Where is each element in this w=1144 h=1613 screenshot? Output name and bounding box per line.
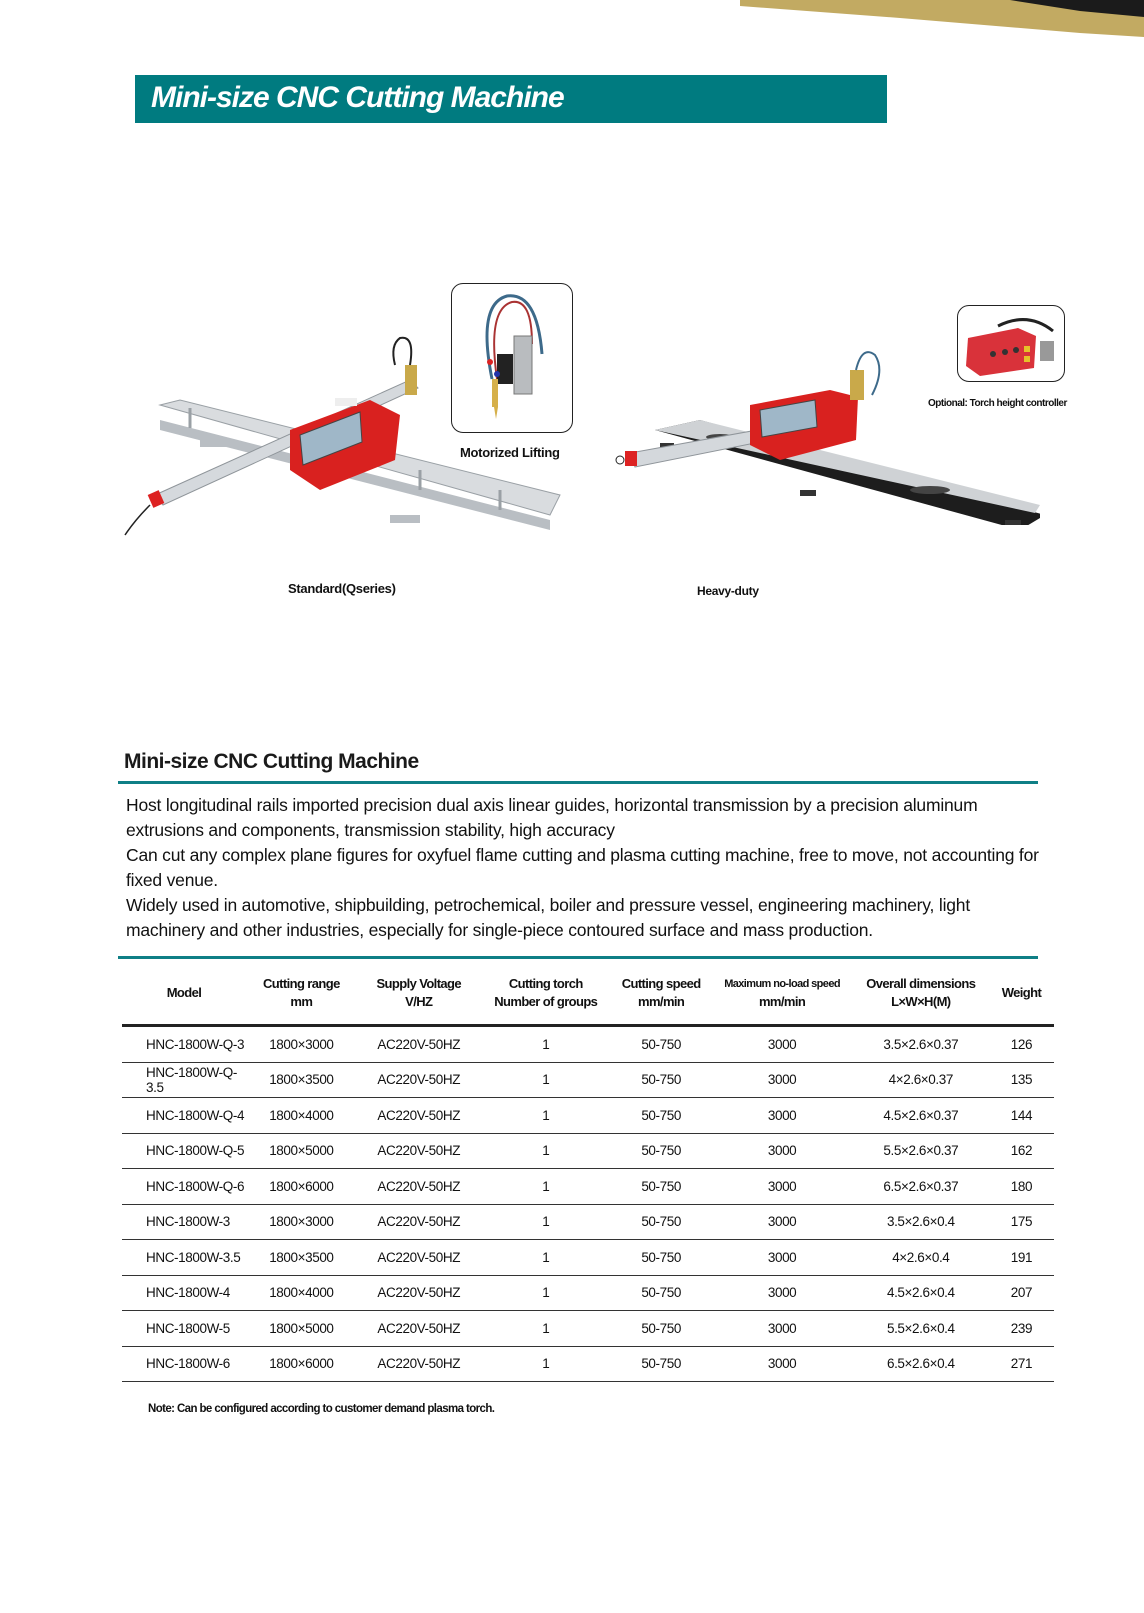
heavy-duty-caption: Heavy-duty: [697, 584, 759, 598]
section-divider: [118, 781, 1038, 784]
description-paragraph: Host longitudinal rails imported precision dual axis linear guides, horizontal transmission by a precision aluminum extrusions and components, transmission stability, high accuracy: [126, 795, 978, 840]
table-cell: 1800×6000: [246, 1346, 357, 1382]
header-weight: Weight: [1001, 985, 1042, 1000]
table-header-row: [122, 970, 1054, 1026]
table-cell: 3.5×2.6×0.4: [853, 1204, 989, 1240]
table-cell: HNC-1800W-3: [122, 1204, 246, 1240]
table-cell: AC220V-50HZ: [357, 1275, 481, 1311]
table-cell: 1: [481, 1240, 611, 1276]
table-cell: 3000: [711, 1240, 852, 1276]
table-top-divider: [118, 956, 1038, 959]
table-cell: 4×2.6×0.4: [853, 1240, 989, 1276]
header-cutting-range: Cutting range mm: [263, 976, 340, 1009]
table-row: [122, 1062, 1054, 1098]
table-cell: 3.5×2.6×0.37: [853, 1026, 989, 1063]
title-banner: [135, 75, 887, 123]
table-cell: 1800×3000: [246, 1026, 357, 1063]
specifications-table: [122, 970, 1054, 1382]
table-cell: 1: [481, 1098, 611, 1134]
motorized-lifting-inset: [451, 283, 573, 433]
table-row: [122, 1169, 1054, 1205]
table-cell: 50-750: [611, 1169, 712, 1205]
header-swoosh-decoration: [0, 0, 1144, 40]
table-cell: 4.5×2.6×0.4: [853, 1275, 989, 1311]
table-cell: 126: [989, 1026, 1054, 1063]
table-cell: 5.5×2.6×0.4: [853, 1311, 989, 1347]
table-cell: 4×2.6×0.37: [853, 1062, 989, 1098]
table-cell: 1: [481, 1133, 611, 1169]
table-cell: 1800×3500: [246, 1062, 357, 1098]
table-row: [122, 1098, 1054, 1134]
table-row: [122, 1133, 1054, 1169]
table-cell: AC220V-50HZ: [357, 1240, 481, 1276]
description-paragraph: Widely used in automotive, shipbuilding, petrochemical, boiler and pressure vessel, engineering machinery, light machinery and other industries, especially for single-piece contoured surface and mass production.: [126, 895, 970, 940]
table-cell: 1800×6000: [246, 1169, 357, 1205]
table-cell: 5.5×2.6×0.37: [853, 1133, 989, 1169]
table-cell: 1800×5000: [246, 1311, 357, 1347]
table-cell: 239: [989, 1311, 1054, 1347]
table-cell: 144: [989, 1098, 1054, 1134]
torch-height-controller-inset: [957, 305, 1065, 382]
table-cell: HNC-1800W-Q-4: [122, 1098, 246, 1134]
standard-caption: Standard(Qseries): [288, 581, 396, 596]
table-cell: 175: [989, 1204, 1054, 1240]
table-cell: 50-750: [611, 1311, 712, 1347]
table-cell: 50-750: [611, 1204, 712, 1240]
table-cell: 3000: [711, 1311, 852, 1347]
table-cell: 50-750: [611, 1133, 712, 1169]
table-cell: 50-750: [611, 1098, 712, 1134]
table-cell: 50-750: [611, 1062, 712, 1098]
table-cell: HNC-1800W-4: [122, 1275, 246, 1311]
table-cell: 1: [481, 1062, 611, 1098]
table-cell: 3000: [711, 1204, 852, 1240]
table-cell: 1: [481, 1204, 611, 1240]
table-row: [122, 1204, 1054, 1240]
table-row: [122, 1026, 1054, 1063]
table-cell: 50-750: [611, 1346, 712, 1382]
table-cell: 1800×3500: [246, 1240, 357, 1276]
table-cell: 191: [989, 1240, 1054, 1276]
table-cell: 3000: [711, 1275, 852, 1311]
table-cell: 3000: [711, 1026, 852, 1063]
torch-height-controller-caption: Optional: Torch height controller: [928, 398, 1067, 409]
table-cell: 3000: [711, 1133, 852, 1169]
table-row: [122, 1311, 1054, 1347]
table-cell: 1800×5000: [246, 1133, 357, 1169]
header-cutting-speed: Cutting speed mm/min: [621, 976, 701, 1009]
table-cell: AC220V-50HZ: [357, 1062, 481, 1098]
table-cell: AC220V-50HZ: [357, 1133, 481, 1169]
motorized-lifting-caption: Motorized Lifting: [460, 445, 560, 460]
table-cell: 1: [481, 1275, 611, 1311]
table-cell: 50-750: [611, 1240, 712, 1276]
table-cell: HNC-1800W-5: [122, 1311, 246, 1347]
table-cell: HNC-1800W-3.5: [122, 1240, 246, 1276]
table-cell: 1: [481, 1169, 611, 1205]
description-paragraph: Can cut any complex plane figures for oxyfuel flame cutting and plasma cutting machine, free to move, not accounting for fixed venue.: [126, 845, 1039, 890]
motorized-lifting-photo: [452, 284, 572, 432]
table-cell: AC220V-50HZ: [357, 1098, 481, 1134]
table-cell: 1800×3000: [246, 1204, 357, 1240]
table-cell: 3000: [711, 1098, 852, 1134]
table-cell: 1800×4000: [246, 1098, 357, 1134]
table-cell: AC220V-50HZ: [357, 1169, 481, 1205]
table-cell: 4.5×2.6×0.37: [853, 1098, 989, 1134]
table-cell: 1: [481, 1026, 611, 1063]
table-cell: 50-750: [611, 1275, 712, 1311]
table-cell: 3000: [711, 1062, 852, 1098]
table-row: [122, 1346, 1054, 1382]
table-cell: AC220V-50HZ: [357, 1311, 481, 1347]
table-cell: 3000: [711, 1346, 852, 1382]
page-title: Mini-size CNC Cutting Machine: [151, 81, 564, 114]
torch-height-controller-photo: [958, 306, 1064, 381]
table-cell: 3000: [711, 1169, 852, 1205]
header-supply-voltage: Supply Voltage V/HZ: [376, 976, 462, 1009]
table-note: Note: Can be configured according to customer demand plasma torch.: [148, 1403, 495, 1415]
table-cell: 6.5×2.6×0.37: [853, 1169, 989, 1205]
table-cell: 271: [989, 1346, 1054, 1382]
table-cell: 1: [481, 1346, 611, 1382]
table-cell: 1800×4000: [246, 1275, 357, 1311]
header-max-noload-speed: Maximum no-load speed mm/min: [724, 977, 840, 1009]
table-row: [122, 1240, 1054, 1276]
table-cell: HNC-1800W-Q-3: [122, 1026, 246, 1063]
table-cell: 207: [989, 1275, 1054, 1311]
table-cell: HNC-1800W-Q-5: [122, 1133, 246, 1169]
table-cell: HNC-1800W-Q-3.5: [122, 1062, 246, 1098]
table-cell: 135: [989, 1062, 1054, 1098]
table-cell: 180: [989, 1169, 1054, 1205]
table-cell: 6.5×2.6×0.4: [853, 1346, 989, 1382]
header-cutting-torch: Cutting torch Number of groups: [494, 976, 598, 1009]
table-row: [122, 1275, 1054, 1311]
table-cell: 50-750: [611, 1026, 712, 1063]
header-overall-dimensions: Overall dimensions L×W×H(M): [866, 976, 976, 1009]
table-cell: 162: [989, 1133, 1054, 1169]
table-cell: 1: [481, 1311, 611, 1347]
table-cell: AC220V-50HZ: [357, 1346, 481, 1382]
table-cell: HNC-1800W-Q-6: [122, 1169, 246, 1205]
header-model: Model: [166, 985, 202, 1000]
table-cell: AC220V-50HZ: [357, 1026, 481, 1063]
description: [126, 793, 1046, 943]
table-cell: AC220V-50HZ: [357, 1204, 481, 1240]
section-title: Mini-size CNC Cutting Machine: [124, 750, 419, 773]
table-cell: HNC-1800W-6: [122, 1346, 246, 1382]
